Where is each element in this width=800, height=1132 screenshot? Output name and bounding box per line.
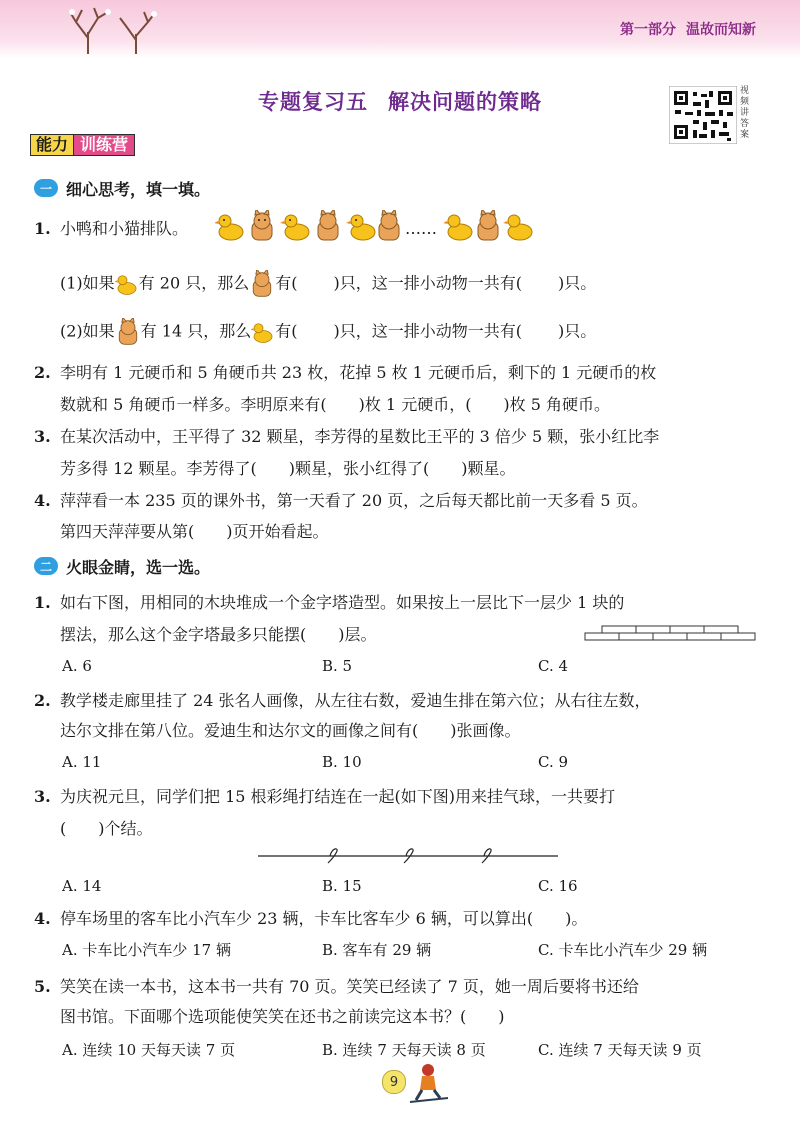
title-main: 专题复习五 xyxy=(258,90,368,114)
q4-number: 4. xyxy=(34,491,51,510)
animal-row-end xyxy=(444,210,536,250)
section-2-heading xyxy=(34,555,210,577)
knotted-rope-icon xyxy=(258,845,558,865)
header-part: 第一部分 xyxy=(620,22,676,38)
c4-number: 4. xyxy=(34,909,51,928)
cat-icon xyxy=(115,318,141,346)
title-sub: 解决问题的策略 xyxy=(388,90,542,114)
q1-part2-d: )只，这一排小动物一共有( xyxy=(333,321,522,341)
c1-option-c[interactable]: C. 4 xyxy=(538,657,569,675)
q2-number: 2. xyxy=(34,363,51,382)
q1-text: 小鸭和小猫排队。 xyxy=(60,219,189,238)
c3-line2: ( )个结。 xyxy=(60,819,153,838)
q4-line1: 萍萍看一本 235 页的课外书，第一天看了 20 页，之后每天都比前一天多看 5 页。 xyxy=(60,491,648,510)
c1-line2: 摆法，那么这个金字塔最多只能摆( )层。 xyxy=(60,625,377,644)
badge-left: 能力 xyxy=(30,134,73,156)
c5-line1: 笑笑在读一本书，这本书一共有 70 页。笑笑已经读了 7 页，她一周后要将书还给 xyxy=(60,977,639,996)
section-1-number: 一 xyxy=(34,179,58,197)
c2-option-a[interactable]: A. 11 xyxy=(62,753,102,771)
q1-part2-e: )只。 xyxy=(557,321,597,341)
c2-option-b[interactable]: B. 10 xyxy=(322,753,362,771)
q1-number: 1. xyxy=(34,219,51,238)
animal-sequence-end-icon xyxy=(444,210,536,244)
q1-part1-e: )只。 xyxy=(557,273,597,293)
winter-tree-icon xyxy=(58,4,168,56)
q3-line1: 在某次活动中，王平得了 32 颗星，李芳得的星数比王平的 3 倍少 5 颗，张小红比李 xyxy=(60,427,660,446)
c3-number: 3. xyxy=(34,787,51,806)
q1-part2-b: 有 14 只，那么 xyxy=(140,321,252,341)
q1-part2-a: (2)如果 xyxy=(60,321,115,341)
cat-icon xyxy=(249,270,275,298)
header-section: 温故而知新 xyxy=(686,22,756,38)
section-1-heading xyxy=(34,177,210,199)
c5-option-b[interactable]: B. 连续 7 天每天读 8 页 xyxy=(322,1041,486,1059)
section-2-number: 二 xyxy=(34,557,58,575)
q4-line2: 第四天萍萍要从第( )页开始看起。 xyxy=(60,522,329,541)
q2-line1: 李明有 1 元硬币和 5 角硬币共 23 枚，花掉 5 枚 1 元硬币后，剩下的 1 元硬币的枚 xyxy=(60,363,657,382)
c3-option-b[interactable]: B. 15 xyxy=(322,877,362,895)
c1-number: 1. xyxy=(34,593,51,612)
c4-option-c[interactable]: C. 卡车比小汽车少 29 辆 xyxy=(538,941,708,959)
q1-part1 xyxy=(60,270,596,298)
c5-option-c[interactable]: C. 连续 7 天每天读 9 页 xyxy=(538,1041,702,1059)
header-breadcrumb xyxy=(610,19,756,39)
q1-part2-c: 有( xyxy=(275,321,298,341)
q1-part1-b: 有 20 只，那么 xyxy=(138,273,250,293)
duck-icon xyxy=(115,271,139,297)
c4-line1: 停车场里的客车比小汽车少 23 辆，卡车比客车少 6 辆，可以算出( )。 xyxy=(60,909,588,928)
c2-number: 2. xyxy=(34,691,51,710)
c5-line2: 图书馆。下面哪个选项能使笑笑在还书之前读完这本书？( ) xyxy=(60,1007,505,1026)
c3-option-c[interactable]: C. 16 xyxy=(538,877,578,895)
c5-option-a[interactable]: A. 连续 10 天每天读 7 页 xyxy=(62,1041,236,1059)
c4-option-a[interactable]: A. 卡车比小汽车少 17 辆 xyxy=(62,941,231,959)
c1-line1: 如右下图，用相同的木块堆成一个金字塔造型。如果按上一层比下一层少 1 块的 xyxy=(60,593,625,612)
c2-line1: 教学楼走廊里挂了 24 张名人画像，从左往右数，爱迪生排在第六位；从右往左数， xyxy=(60,691,651,710)
qr-code-icon[interactable] xyxy=(669,86,737,144)
duck-icon xyxy=(251,319,275,345)
q1-part1-d: )只，这一排小动物一共有( xyxy=(333,273,522,293)
qr-label: 视频讲答案 xyxy=(740,86,750,140)
q1-part1-a: (1)如果 xyxy=(60,273,115,293)
c3-line1: 为庆祝元旦，同学们把 15 根彩绳打结连在一起(如下图)用来挂气球，一共要打 xyxy=(60,787,616,806)
c5-number: 5. xyxy=(34,977,51,996)
page-number: 9 xyxy=(382,1070,406,1094)
section-2-title: 火眼金睛，选一选。 xyxy=(66,557,211,577)
q2-line2: 数就和 5 角硬币一样多。李明原来有( )枚 1 元硬币，( )枚 5 角硬币。 xyxy=(60,395,611,414)
c2-line2: 达尔文排在第八位。爱迪生和达尔文的画像之间有( )张画像。 xyxy=(60,721,521,740)
ability-badge xyxy=(30,134,135,156)
section-1-title: 细心思考，填一填。 xyxy=(66,179,211,199)
q3-number: 3. xyxy=(34,427,51,446)
skier-icon xyxy=(408,1062,452,1106)
q1-part1-c: 有( xyxy=(275,273,298,293)
c3-option-a[interactable]: A. 14 xyxy=(62,877,102,895)
c1-option-a[interactable]: A. 6 xyxy=(62,657,92,675)
c4-option-b[interactable]: B. 客车有 29 辆 xyxy=(322,941,432,959)
c1-option-b[interactable]: B. 5 xyxy=(322,657,353,675)
q1-part2 xyxy=(60,318,596,346)
c2-option-c[interactable]: C. 9 xyxy=(538,753,569,771)
badge-right: 训练营 xyxy=(73,134,135,156)
q3-line2: 芳多得 12 颗星。李芳得了( )颗星，张小红得了( )颗星。 xyxy=(60,459,516,478)
pyramid-blocks-icon xyxy=(584,620,756,642)
q1-dots: …… xyxy=(405,219,437,238)
